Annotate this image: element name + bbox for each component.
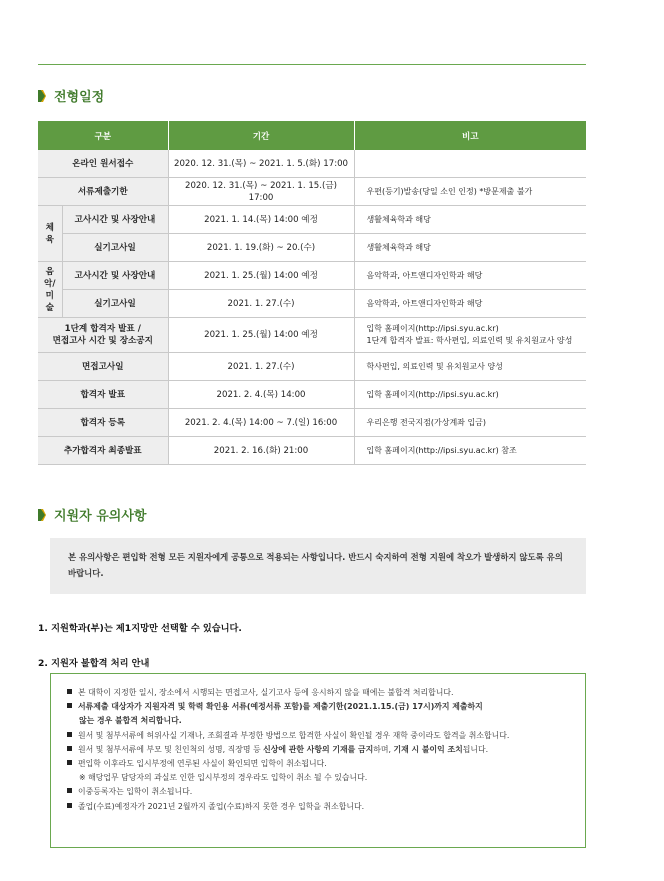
row-group-label: 체육 xyxy=(38,206,62,262)
row-label: 고사시간 및 사장안내 xyxy=(62,262,168,290)
list-item-continued: 않는 경우 불합격 처리합니다. xyxy=(79,716,182,726)
list-item: 졸업(수료)예정자가 2021년 2월까지 졸업(수료)하지 못한 경우 입학을 취소합니다. xyxy=(67,800,569,814)
row-period: 2021. 1. 19.(화) ~ 20.(수) xyxy=(168,234,354,262)
row-label: 합격자 발표 xyxy=(38,381,168,409)
table-row xyxy=(38,206,586,234)
list-item: 원서 및 첨부서류에 부모 및 친인척의 성명, 직장명 등 신상에 관한 사항의 기재를 금지하며, 기재 시 불이익 조치됩니다. xyxy=(67,743,569,757)
row-period: 2021. 1. 27.(수) xyxy=(168,353,354,381)
schedule-table xyxy=(38,121,586,465)
section-bullet-icon xyxy=(38,509,46,521)
row-label: 실기고사일 xyxy=(62,234,168,262)
top-divider xyxy=(38,64,586,65)
row-note: 생활체육학과 해당 xyxy=(354,206,586,234)
row-label: 실기고사일 xyxy=(62,290,168,318)
list-subnote: ※ 해당업무 담당자의 과실로 인한 입시부정의 경우라도 입학이 취소 될 수 있습니다. xyxy=(79,773,368,783)
row-label: 1단계 합격자 발표 / 면접고사 시간 및 장소공지 xyxy=(38,318,168,353)
row-period: 2021. 1. 14.(목) 14:00 예정 xyxy=(168,206,354,234)
section-bullet-icon xyxy=(38,90,46,102)
row-note: 입학 홈페이지(http://ipsi.syu.ac.kr) 1단계 합격자 발표: 학사편입, 의료인력 및 유치원교사 양성 xyxy=(354,318,586,353)
row-period: 2021. 2. 4.(목) 14:00 xyxy=(168,381,354,409)
row-period: 2021. 1. 25.(월) 14:00 예정 xyxy=(168,262,354,290)
list-item: 본 대학이 지정한 일시, 장소에서 시행되는 면접고사, 실기고사 등에 응시하지 않을 때에는 불합격 처리합니다. xyxy=(67,686,569,700)
table-header-row xyxy=(38,121,586,150)
table-row xyxy=(38,353,586,381)
row-note: 우편(등기)발송(당일 소인 인정) *방문제출 불가 xyxy=(354,178,586,206)
header-category: 구분 xyxy=(38,121,168,150)
row-period: 2021. 2. 4.(목) 14:00 ~ 7.(일) 16:00 xyxy=(168,409,354,437)
square-bullet-icon xyxy=(67,803,72,808)
list-item: 원서 및 첨부서류에 허위사실 기재나, 조회결과 부정한 방법으로 합격한 사실이 확인될 경우 재학 중이라도 합격을 취소합니다. xyxy=(67,729,569,743)
row-note: 학사편입, 의료인력 및 유치원교사 양성 xyxy=(354,353,586,381)
row-period: 2021. 1. 25.(월) 14:00 예정 xyxy=(168,318,354,353)
row-note: 생활체육학과 해당 xyxy=(354,234,586,262)
table-row xyxy=(38,318,586,353)
row-label: 합격자 등록 xyxy=(38,409,168,437)
square-bullet-icon xyxy=(67,760,72,765)
table-row xyxy=(38,381,586,409)
table-row xyxy=(38,409,586,437)
header-note: 비고 xyxy=(354,121,586,150)
header-period: 기간 xyxy=(168,121,354,150)
row-label: 온라인 원서접수 xyxy=(38,150,168,178)
list-item: 서류제출 대상자가 지원자격 및 학력 확인용 서류(예정서류 포함)를 제출기한(2021.1.15.(금) 17시)까지 제출하지 xyxy=(67,700,569,714)
square-bullet-icon xyxy=(67,689,72,694)
square-bullet-icon xyxy=(67,746,72,751)
table-row xyxy=(38,178,586,206)
row-group-label: 음악/ 미술 xyxy=(38,262,62,318)
row-note: 입학 홈페이지(http://ipsi.syu.ac.kr) 참조 xyxy=(354,437,586,465)
notice-intro-box: 본 유의사항은 편입학 전형 모든 지원자에게 공통으로 적용되는 사항입니다. 반드시 숙지하여 전형 지원에 착오가 발생하지 않도록 유의 바랍니다. xyxy=(50,538,586,594)
square-bullet-icon xyxy=(67,703,72,708)
list-item: 이중등록자는 입학이 취소됩니다. xyxy=(67,785,569,799)
row-label: 면접고사일 xyxy=(38,353,168,381)
disqualification-rules-box xyxy=(50,673,586,848)
square-bullet-icon xyxy=(67,788,72,793)
row-note: 음악학과, 아트앤디자인학과 해당 xyxy=(354,290,586,318)
row-note: 음악학과, 아트앤디자인학과 해당 xyxy=(354,262,586,290)
table-row xyxy=(38,437,586,465)
row-period: 2021. 2. 16.(화) 21:00 xyxy=(168,437,354,465)
row-label: 추가합격자 최종발표 xyxy=(38,437,168,465)
table-row xyxy=(38,150,586,178)
square-bullet-icon xyxy=(67,732,72,737)
row-label: 서류제출기한 xyxy=(38,178,168,206)
notice-item-2: 2. 지원자 불합격 처리 안내 xyxy=(38,658,150,669)
row-period: 2020. 12. 31.(목) ~ 2021. 1. 5.(화) 17:00 xyxy=(168,150,354,178)
schedule-section-title: 전형일정 xyxy=(38,86,104,105)
row-note xyxy=(354,150,586,178)
notice-item-1: 1. 지원학과(부)는 제1지망만 선택할 수 있습니다. xyxy=(38,623,242,634)
row-label: 고사시간 및 사장안내 xyxy=(62,206,168,234)
table-row xyxy=(38,234,586,262)
row-note: 우리은행 전국지점(가상계좌 입금) xyxy=(354,409,586,437)
table-row xyxy=(38,262,586,290)
row-note: 입학 홈페이지(http://ipsi.syu.ac.kr) xyxy=(354,381,586,409)
list-item: 편입학 이후라도 입시부정에 연루된 사실이 확인되면 입학이 취소됩니다. xyxy=(67,757,569,771)
row-period: 2020. 12. 31.(목) ~ 2021. 1. 15.(금) 17:00 xyxy=(168,178,354,206)
row-period: 2021. 1. 27.(수) xyxy=(168,290,354,318)
notice-section-title: 지원자 유의사항 xyxy=(38,505,146,524)
table-row xyxy=(38,290,586,318)
